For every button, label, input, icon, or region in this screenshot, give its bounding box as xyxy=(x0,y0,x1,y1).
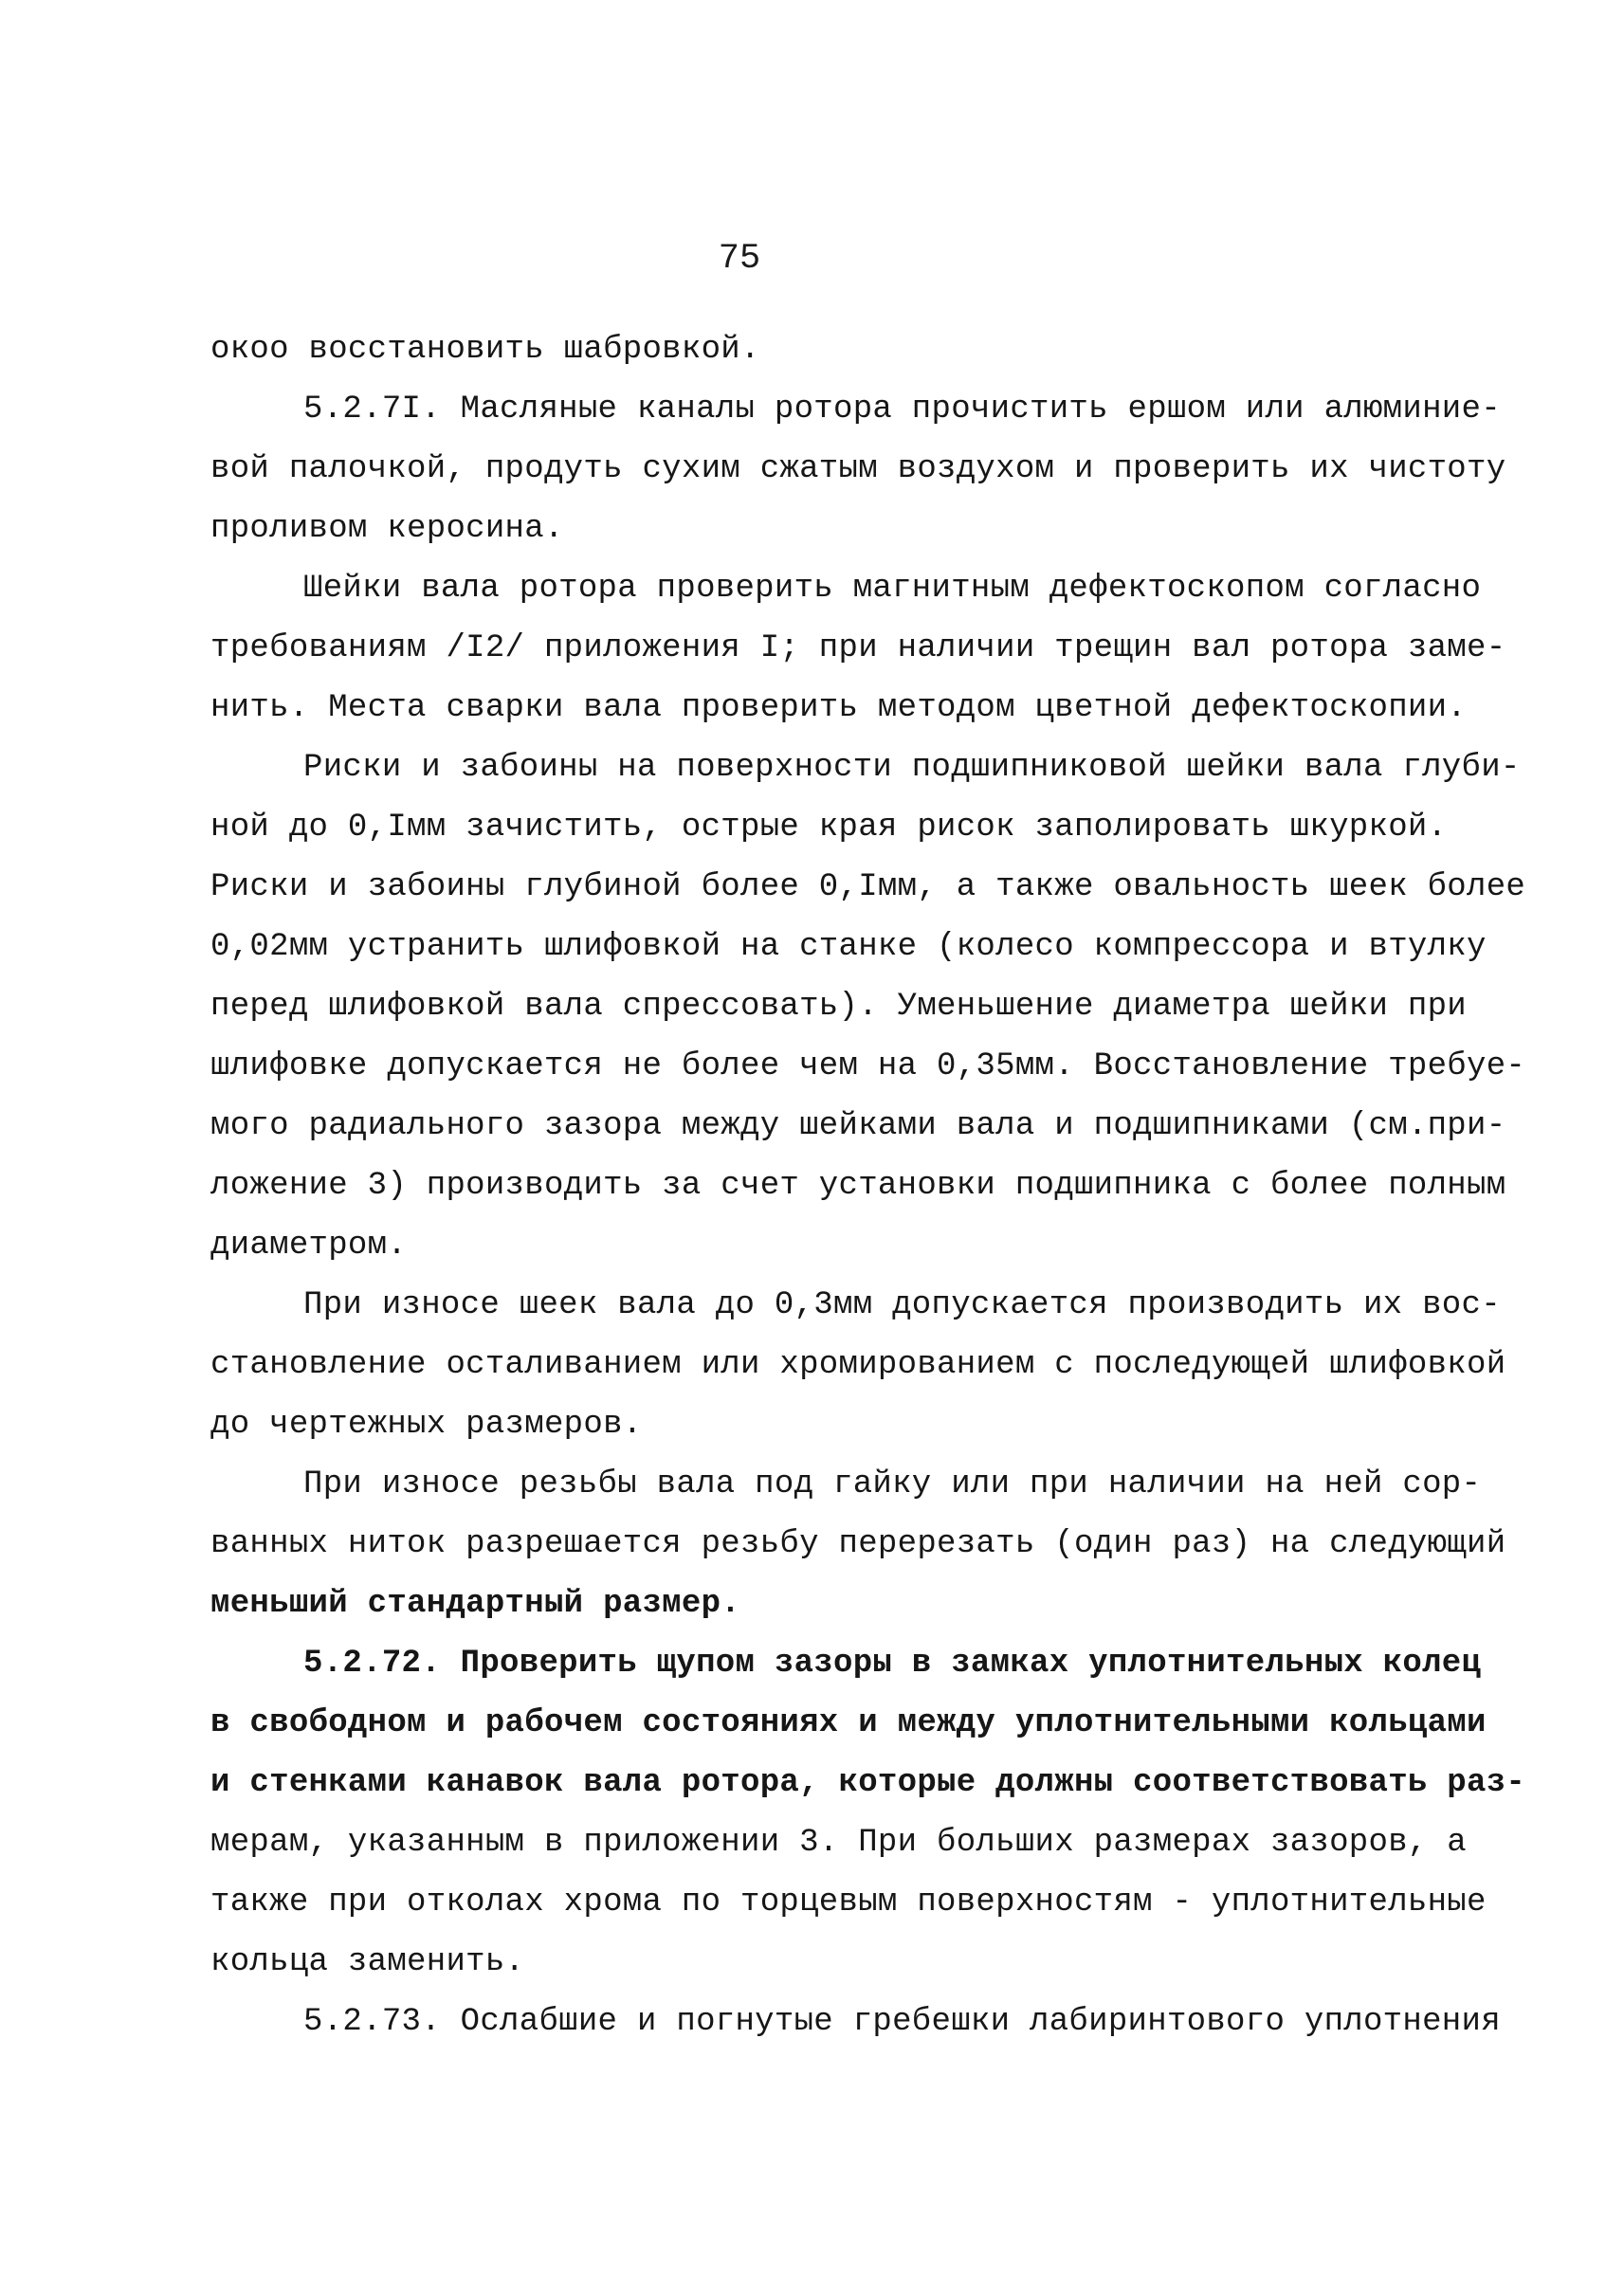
text-line: становление осталиванием или хромированием с последующей шлифовкой xyxy=(210,1347,1506,1383)
text-line: ложение 3) производить за счет установки подшипника с более полным xyxy=(210,1168,1506,1204)
text-line: диаметром. xyxy=(210,1228,408,1264)
text-line: При износе шеек вала до 0,3мм допускается производить их вос- xyxy=(303,1287,1501,1323)
text-line: мого радиального зазора между шейками вала и подшипниками (см.при- xyxy=(210,1108,1506,1144)
text-line: меньший стандартный размер. xyxy=(210,1586,740,1622)
text-line: ной до 0,Iмм зачистить, острые края рисок заполировать шкуркой. xyxy=(210,810,1448,846)
text-line: шлифовке допускается не более чем на 0,35мм. Восстановление требуе- xyxy=(210,1048,1526,1084)
text-line: проливом керосина. xyxy=(210,511,564,547)
body-text xyxy=(210,320,1526,2052)
text-line: до чертежных размеров. xyxy=(210,1407,643,1443)
text-line: нить. Места сварки вала проверить методом цветной дефектоскопии. xyxy=(210,690,1468,726)
page-number: 75 xyxy=(718,239,761,279)
text-line: 5.2.7I. Масляные каналы ротора прочистить ершом или алюминие- xyxy=(303,391,1501,428)
text-line: вой палочкой, продуть сухим сжатым воздухом и проверить их чистоту xyxy=(210,451,1506,487)
text-line: 0,02мм устранить шлифовкой на станке (колесо компрессора и втулку xyxy=(210,929,1487,965)
text-line: требованиям /I2/ приложения I; при наличии трещин вал ротора заме- xyxy=(210,630,1506,666)
text-line: мерам, указанным в приложении 3. При больших размерах зазоров, а xyxy=(210,1825,1468,1861)
text-line: При износе резьбы вала под гайку или при наличии на ней сор- xyxy=(303,1466,1482,1502)
text-line: Риски и забоины на поверхности подшипниковой шейки вала глуби- xyxy=(303,750,1521,786)
text-line: 5.2.72. Проверить щупом зазоры в замках уплотнительных колец xyxy=(303,1646,1482,1682)
text-line: окоо восстановить шабровкой. xyxy=(210,332,760,368)
text-line: 5.2.73. Ослабшие и погнутые гребешки лабиринтового уплотнения xyxy=(303,2004,1501,2040)
text-line: также при отколах хрома по торцевым поверхностям - уплотнительные xyxy=(210,1884,1487,1921)
text-line: в свободном и рабочем состояниях и между уплотнительными кольцами xyxy=(210,1705,1487,1741)
text-line: ванных ниток разрешается резьбу перерезать (один раз) на следующий xyxy=(210,1526,1506,1562)
text-line: перед шлифовкой вала спрессовать). Уменьшение диаметра шейки при xyxy=(210,989,1468,1025)
text-line: кольца заменить. xyxy=(210,1944,525,1980)
text-line: Шейки вала ротора проверить магнитным дефектоскопом согласно xyxy=(303,571,1482,607)
text-line: Риски и забоины глубиной более 0,Iмм, а также овальность шеек более xyxy=(210,869,1526,905)
text-line: и стенками канавок вала ротора, которые должны соответствовать раз- xyxy=(210,1765,1526,1801)
